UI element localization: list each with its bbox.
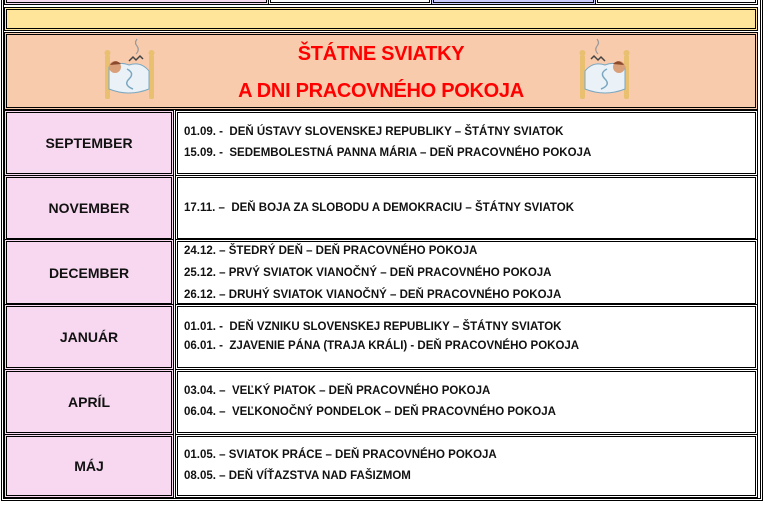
holiday-entry: 24.12. – ŠTEDRÝ DEŇ – DEŇ PRACOVNÉHO POKOJA: [184, 244, 478, 257]
month-cell-september: SEPTEMBER: [4, 110, 174, 176]
month-cell-april: APRÍL: [4, 369, 174, 435]
month-cell-januar: JANUÁR: [4, 304, 174, 370]
title-line-2: A DNI PRACOVNÉHO POKOJA: [238, 80, 524, 102]
holiday-entry: 06.04. – VEĽKONOČNÝ PONDELOK – DEŇ PRACOVNÉHO POKOJA: [184, 406, 556, 418]
holiday-entry: 17.11. – DEŇ BOJA ZA SLOBODU A DEMOKRACIU – ŠTÁTNY SVIATOK: [184, 201, 575, 214]
holiday-entry: 01.01. - DEŇ VZNIKU SLOVENSKEJ REPUBLIKY – ŠTÁTNY SVIATOK: [184, 321, 562, 333]
holiday-entry: 08.05. – DEŇ VÍŤAZSTVA NAD FAŠIZMOM: [184, 470, 411, 482]
yellow-spacer-row: [4, 7, 758, 31]
title-line-1: ŠTÁTNE SVIATKY: [297, 43, 465, 65]
holiday-entry: 15.09. - SEDEMBOLESTNÁ PANNA MÁRIA – DEŇ PRACOVNÉHO POKOJA: [184, 147, 592, 159]
holiday-entry: 25.12. – PRVÝ SVIATOK VIANOČNÝ – DEŇ PRACOVNÉHO POKOJA: [184, 266, 552, 279]
title-header: [4, 32, 758, 110]
month-cell-december: DECEMBER: [4, 239, 174, 306]
holiday-entry: 06.01. - ZJAVENIE PÁNA (TRAJA KRÁLI) - DEŇ PRACOVNÉHO POKOJA: [184, 340, 580, 352]
holiday-list-januar: [175, 304, 758, 370]
holiday-list-december: [175, 239, 758, 306]
holiday-list-november: [175, 175, 758, 241]
holiday-entry: 26.12. – DRUHÝ SVIATOK VIANOČNÝ – DEŇ PRACOVNÉHO POKOJA: [184, 288, 562, 301]
holiday-list-april: [175, 369, 758, 435]
holiday-entry: 01.05. – SVIATOK PRÁCE – DEŇ PRACOVNÉHO POKOJA: [184, 449, 497, 461]
holiday-entry: 03.04. – VEĽKÝ PIATOK – DEŇ PRACOVNÉHO POKOJA: [184, 385, 491, 397]
sleeping-child-bed-right-icon: [575, 37, 635, 103]
month-cell-maj: MÁJ: [4, 434, 174, 498]
holiday-entry: 01.09. - DEŇ ÚSTAVY SLOVENSKEJ REPUBLIKY – ŠTÁTNY SVIATOK: [184, 126, 564, 138]
holiday-list-maj: [175, 434, 758, 498]
month-cell-november: NOVEMBER: [4, 175, 174, 241]
holiday-list-september: [175, 110, 758, 176]
